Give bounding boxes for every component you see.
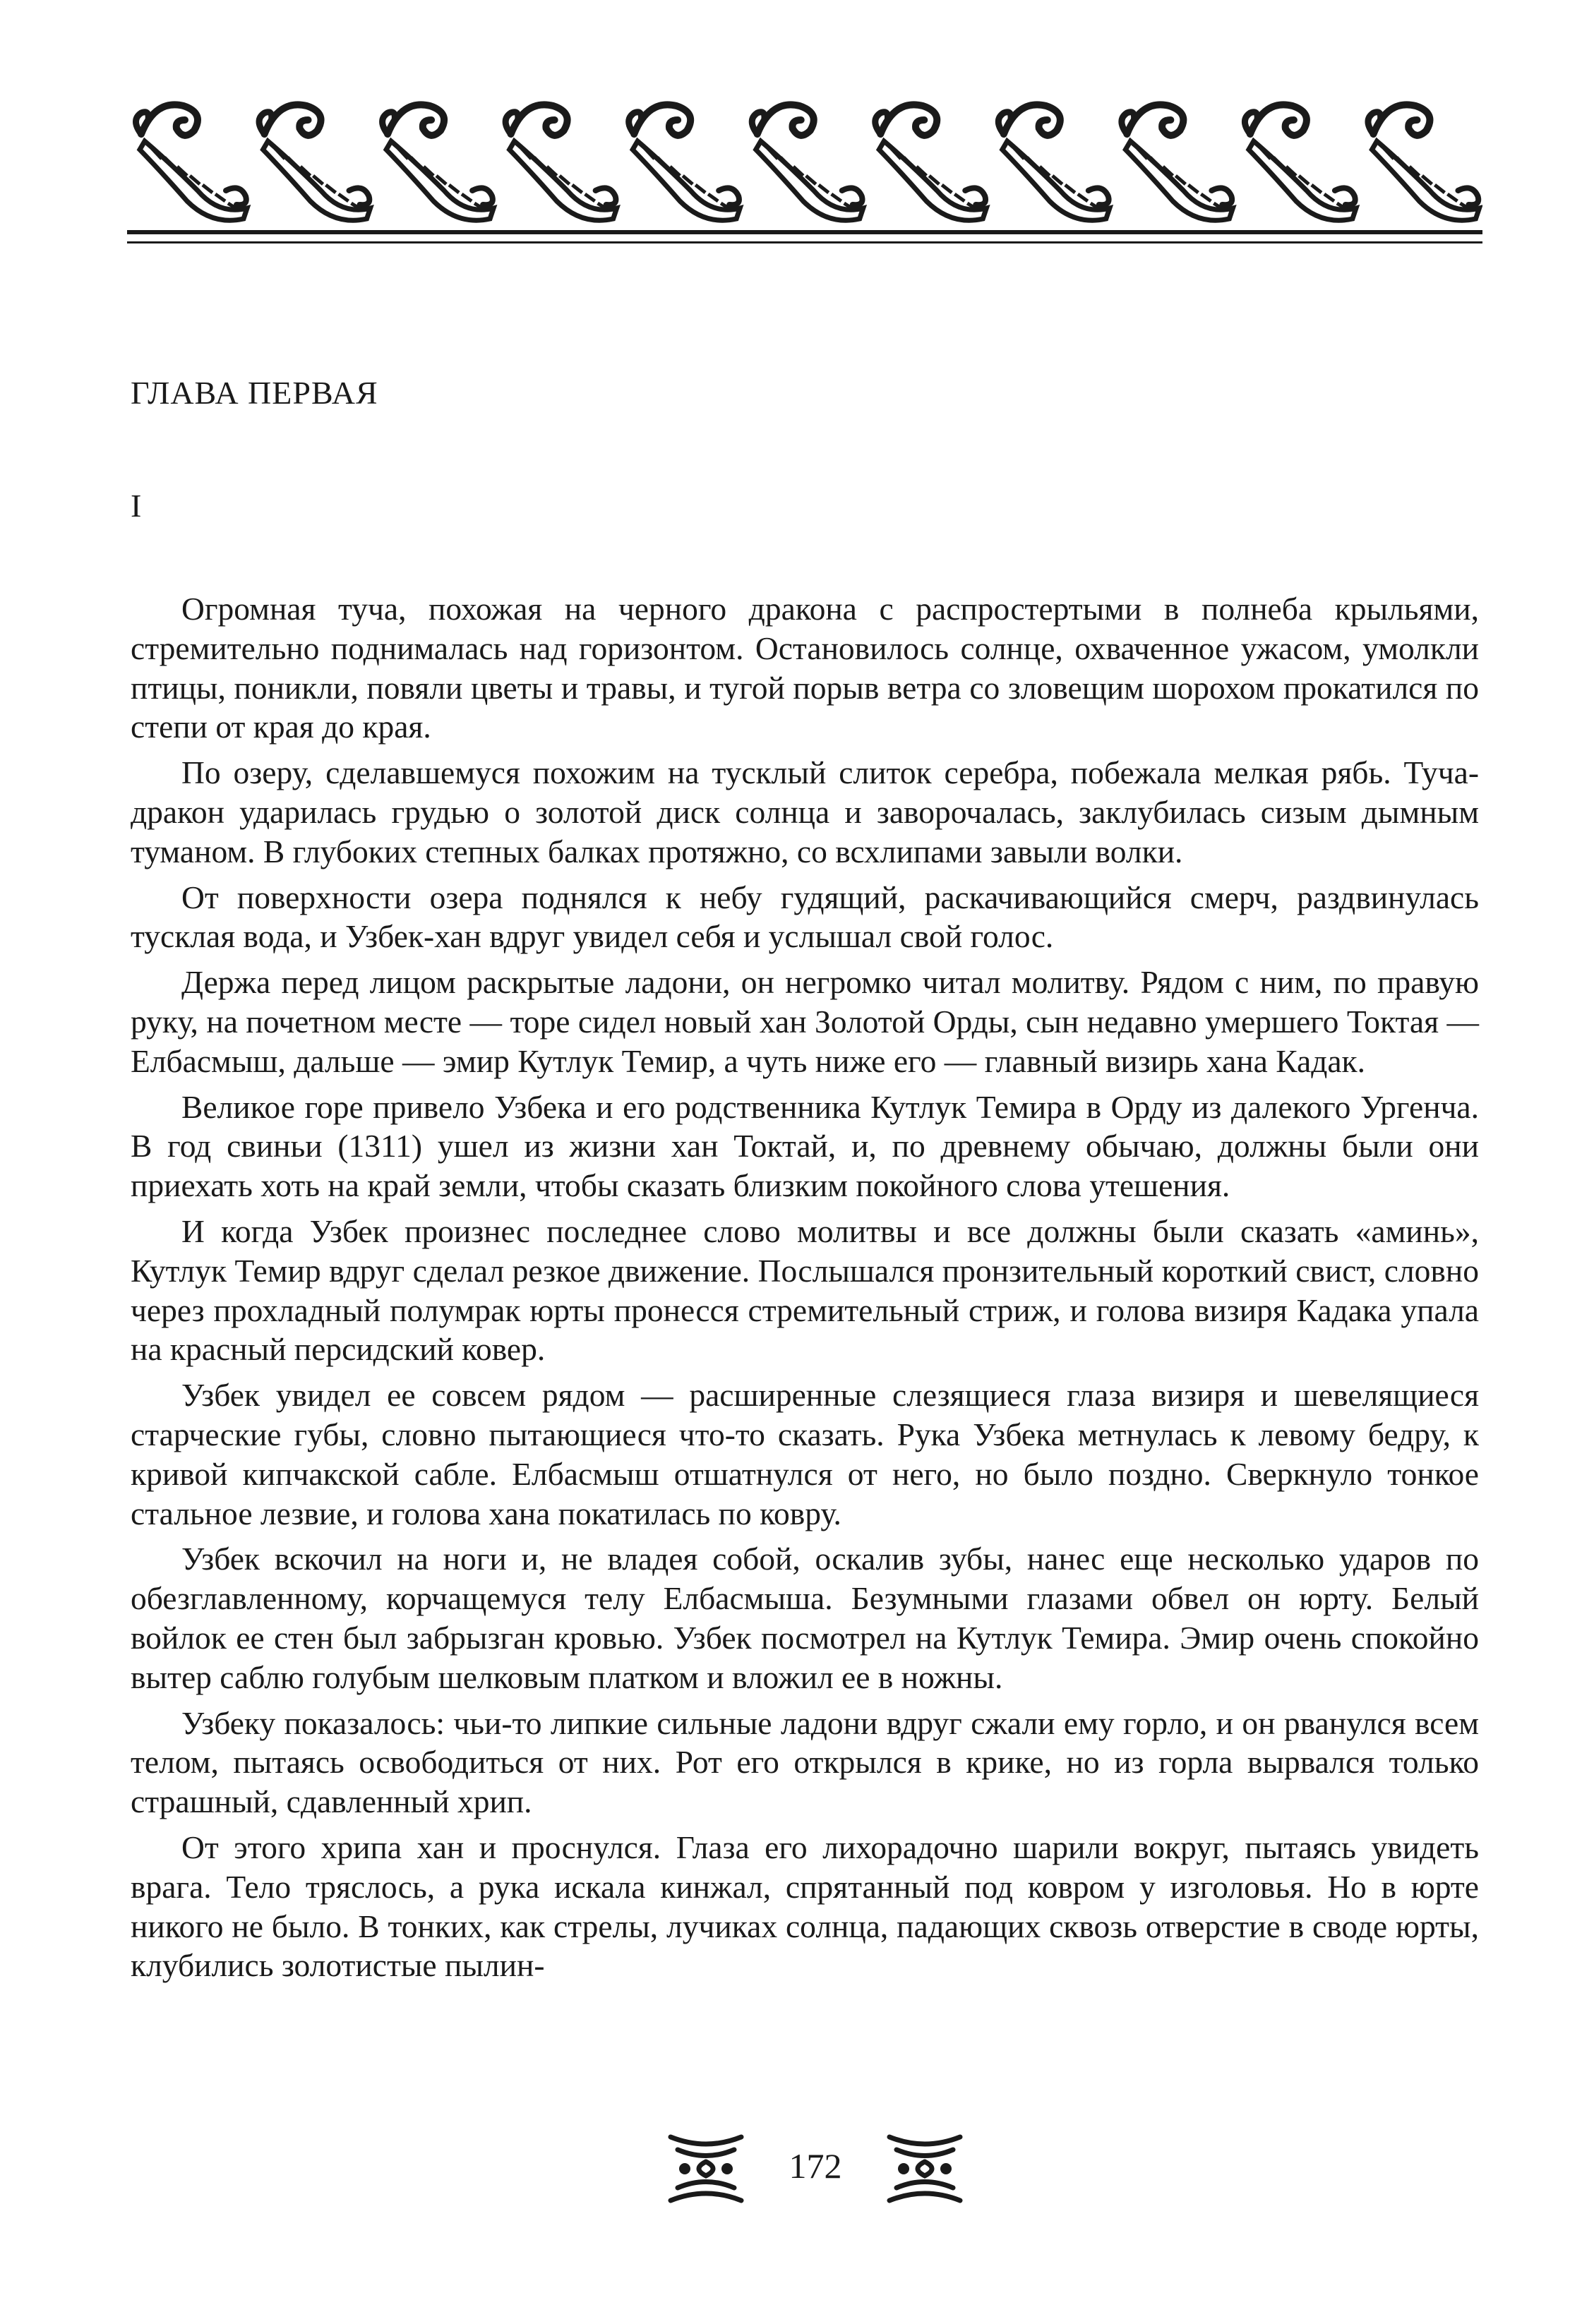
paragraph: От поверхности озера поднялся к небу гудящий, раскачивающийся смерч, раздвинулась тусклая вода, и Узбек-хан вдруг увидел себя и услышал свой голос. [131, 879, 1479, 955]
body-text [131, 589, 1479, 1985]
paragraph: Держа перед лицом раскрытые ладони, он негромко читал молитву. Рядом с ним, по правую руку, на почетном месте — торе сидел новый хан Золотой Орды, сын недавно умершего Токтая — Елбасмыш, дальше — эмир Кутлук Темир, а чуть ниже его — главный визирь хана Кадак. [131, 964, 1479, 1079]
header-rule-thin [127, 241, 1482, 243]
paragraph: По озеру, сделавшемуся похожим на тусклый слиток серебра, побежала мелкая рябь. Туча-дракон ударилась грудью о золотой диск солнца и заворочалась, заклубилась сизым дымным туманом. В глубоких степных балках протяжно, со всхлипами завыли волки. [131, 754, 1479, 869]
chapter-heading: ГЛАВА ПЕРВАЯ [131, 375, 378, 411]
ornament-motif [136, 104, 248, 220]
paragraph: Узбек увидел ее совсем рядом — расширенные слезящиеся глаза визиря и шевелящиеся старческие губы, словно пытающиеся что-то сказать. Рука Узбека метнулась к левому бедру, к кривой кипчакской сабле. Елбасмыш отшатнулся от него, но было поздно. Сверкнуло тонкое стальное лезвие, и голова хана покатилась по ковру. [131, 1377, 1479, 1531]
ornament-motif [383, 104, 494, 220]
paragraph: Огромная туча, похожая на черного дракона с распростертыми в полнеба крыльями, стремительно поднималась над горизонтом. Остановилось солнце, охваченное ужасом, умолкли птицы, поникли, повяли цветы и травы, и тугой порыв ветра со зловещим шорохом прокатился по степи от края до края. [131, 591, 1479, 745]
footer-ornament-left [664, 2130, 748, 2208]
ornament-motif [998, 104, 1110, 220]
paragraph: Узбек вскочил на ноги и, не владея собой, оскалив зубы, нанес еще несколько ударов по обезглавленному, корчащемуся телу Елбасмыша. Безумными глазами обвел он юрту. Белый войлок ее стен был забрызган кровью. Узбек посмотрел на Кутлук Темира. Эмир очень спокойно вытер саблю голубым шелковым платком и вложил ее в ножны. [131, 1541, 1479, 1695]
header-ornament [127, 85, 1482, 226]
footer-ornament-right [882, 2130, 967, 2208]
ornament-motif [1245, 104, 1356, 220]
ornament-motif [1368, 104, 1480, 220]
ornament-motif [1122, 104, 1233, 220]
page-number: 172 [789, 2146, 842, 2186]
ornament-motif [505, 104, 617, 220]
paragraph: Узбеку показалось: чьи-то липкие сильные ладони вдруг сжали ему горло, и он рванулся всем телом, пытаясь освободиться от них. Рот его открылся в крике, но из горла вырвался только страшный, сдавленный хрип. [131, 1704, 1479, 1820]
paragraph: Великое горе привело Узбека и его родственника Кутлук Темира в Орду из далекого Ургенча. В год свиньи (1311) ушел из жизни хан Токтай, и, по древнему обычаю, должны были они приехать хоть на край земли, чтобы сказать близким покойного слова утешения. [131, 1088, 1479, 1204]
header-rule-thick [127, 230, 1482, 234]
ornament-motif [875, 104, 987, 220]
paragraph: И когда Узбек произнес последнее слово молитвы и все должны были сказать «аминь», Кутлук Темир вдруг сделал резкое движение. Послышался пронзительный короткий свист, словно через прохладный полумрак юрты пронесся стремительный стриж, и голова визиря Кадака упала на красный персидский ковер. [131, 1212, 1479, 1368]
ornament-motif [629, 104, 741, 220]
ornament-motif [259, 104, 371, 220]
section-number: I [131, 488, 142, 524]
paragraph: От этого хрипа хан и проснулся. Глаза его лихорадочно шарили вокруг, пытаясь увидеть врага. Тело тряслось, а рука искала кинжал, спрятанный под ковром у изголовья. Но в юрте никого не было. В тонких, как стрелы, лучиках солнца, падающих сквозь отверстие в своде юрты, клубились золотистые пылин- [131, 1829, 1479, 1984]
ornament-motif [752, 104, 863, 220]
